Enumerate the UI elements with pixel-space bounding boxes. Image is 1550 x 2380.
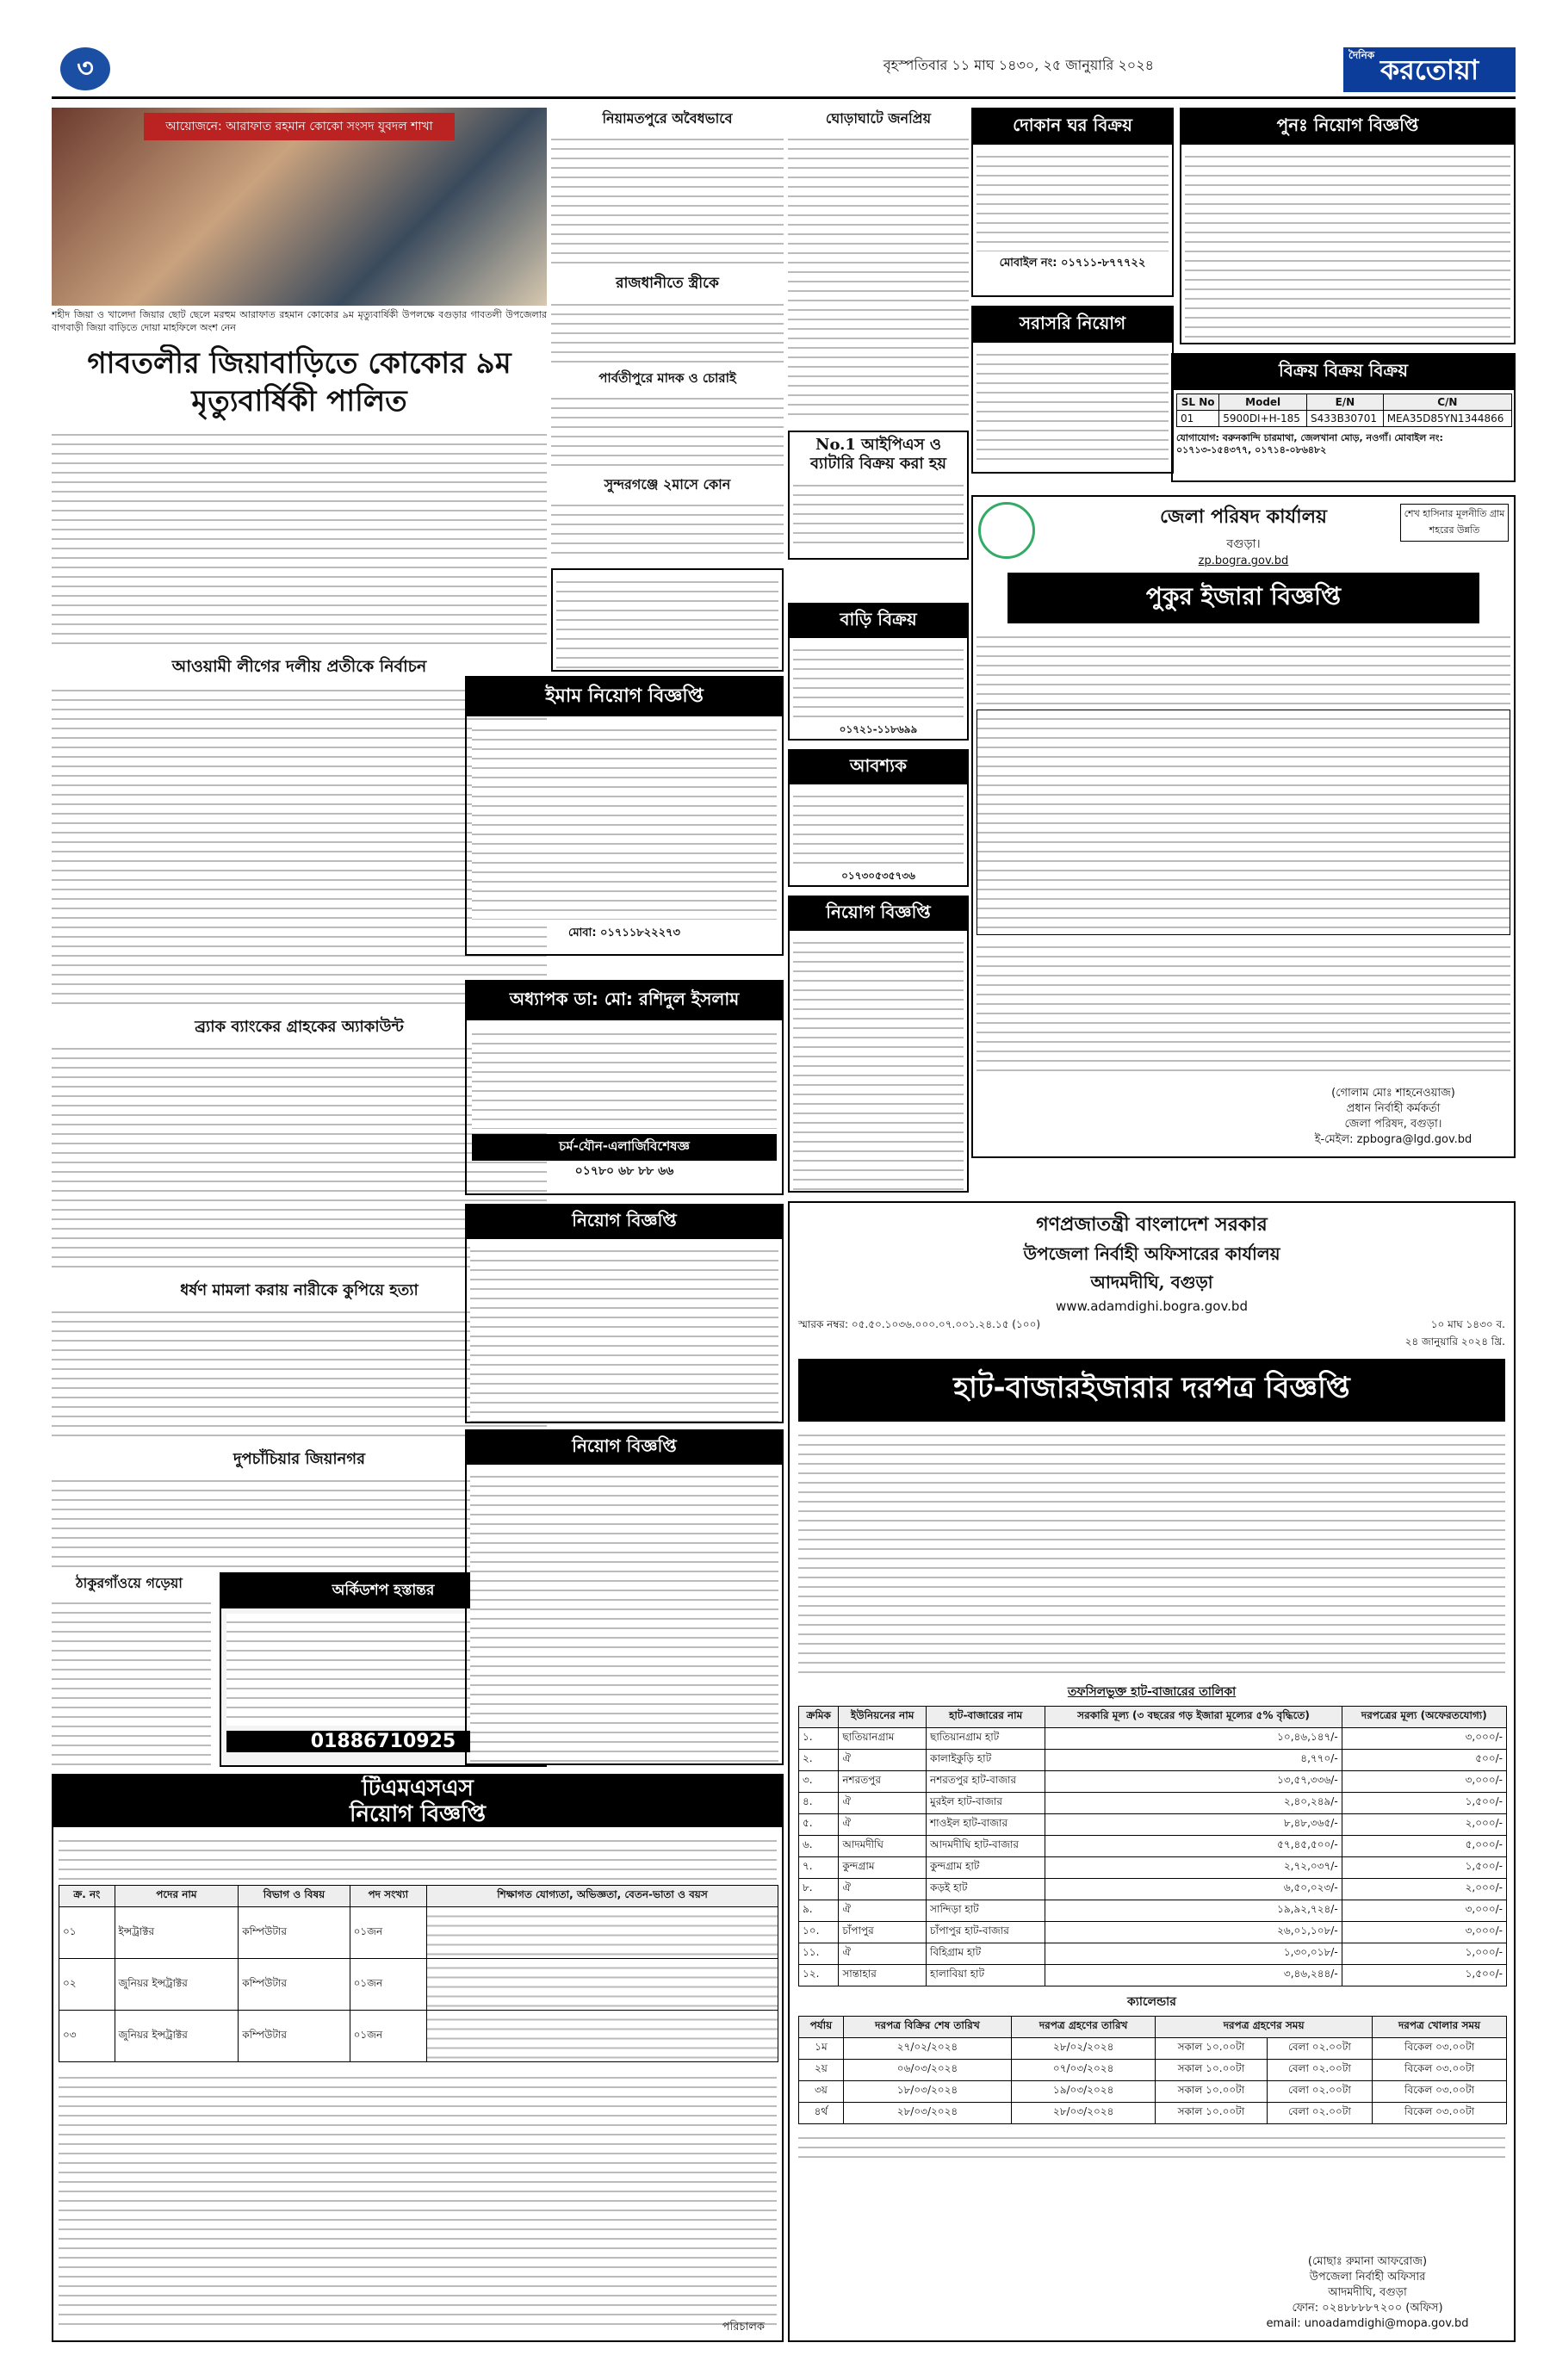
ad-phone: 01886710925 bbox=[226, 1731, 540, 1752]
tmss-signer: পরিচালক bbox=[722, 2321, 765, 2334]
house-sale-ad: বাড়ি বিক্রয় ০১৭২১-১১৮৬৯৯ bbox=[788, 603, 969, 741]
table-row: ১১. ঐ বিহিগ্রাম হাট ১,৩০,০১৮/- ১,০০০/- bbox=[799, 1943, 1507, 1965]
subhead-4: দুপচাঁচিয়ার জিয়ানগর bbox=[233, 1450, 365, 1468]
table-row: ৮. ঐ কড়ই হাট ৬,৫০,০২৩/- ২,০০০/- bbox=[799, 1879, 1507, 1900]
table-row: ০১ ইন্সট্রাক্টর কম্পিউটার ০১জন bbox=[59, 1907, 778, 1959]
direct-recruit-ad: সরাসরি নিয়োগ bbox=[971, 306, 1174, 474]
table-row: ৭. কুন্দগ্রাম কুন্দগ্রাম হাট ২,৭২,০৩৭/- ১,৫০০/- bbox=[799, 1857, 1507, 1879]
subhead-3: ধর্ষণ মামলা করায় নারীকে কুপিয়ে হত্যা bbox=[180, 1281, 418, 1299]
column-2-news-b: সুন্দরগঞ্জে ২মাসে কোন bbox=[551, 474, 784, 560]
shop-sale-ad: দোকান ঘর বিক্রয় মোবাইল নং: ০১৭১১-৮৭৭৭২২ bbox=[971, 108, 1174, 297]
side-label: শেখ হাসিনার মূলনীতি গ্রাম শহরের উন্নতি bbox=[1400, 504, 1509, 542]
pond-org: জেলা পরিষদ কার্যালয় bbox=[1160, 505, 1327, 528]
article-body-6 bbox=[52, 1595, 211, 1767]
table-row: ১২. সান্তাহার হালাবিয়া হাট ৩,৪৬,২৪৪/- ১,৫০০/- bbox=[799, 1965, 1507, 1986]
pond-lease-notice: জেলা পরিষদ কার্যালয় বগুড়া। zp.bogra.gov.bd শেখ হাসিনার মূলনীতি গ্রাম শহরের উন্নতি পুকুর ইজারা বিজ্ঞপ্তি (গোলাম মোঃ শাহনেওয়াজ) প্রধান নির্বাহী কর্মকর্তা জেলা পরিষদ, বগুড়া। ই-মেইল: zpbogra@lgd.gov.bd bbox=[971, 495, 1516, 1158]
table-row: ৫. ঐ শাওইল হাট-বাজার ৮,৪৮,৩৬৫/- ২,০০০/- bbox=[799, 1814, 1507, 1836]
newspaper-logo: দৈনিক করতোয়া bbox=[1343, 47, 1516, 92]
shop-phone: মোবাইল নং: ০১৭১১-৮৭৭৭২২ bbox=[999, 257, 1146, 270]
table-row: ৬. আদমদীঘি আদমদীঘি হাট-বাজার ৫৭,৪৫,৫০০/- ৫,০০০/- bbox=[799, 1836, 1507, 1857]
column-2-news: নিয়ামতপুরে অবৈধভাবে রাজধানীতে স্ত্রীকে পার্বতীপুরে মাদক ও চোরাই bbox=[551, 108, 784, 469]
pond-title: পুকুর ইজারা বিজ্ঞপ্তি bbox=[1008, 573, 1479, 623]
job-notice-3: নিয়োগ বিজ্ঞপ্তি bbox=[465, 1429, 784, 1765]
imam-phone: মোবা: ০১৭১১৮২২২৭৩ bbox=[568, 927, 680, 939]
imam-job-notice: ইমাম নিয়োগ বিজ্ঞপ্তি মোবা: ০১৭১১৮২২২৭৩ bbox=[465, 676, 784, 956]
table-row: ১০. চাঁপাপুর চাঁপাপুর হাট-বাজার ২৬,০১,১০৮/- ৩,০০০/- bbox=[799, 1922, 1507, 1943]
article-body bbox=[52, 426, 547, 650]
table-row: ০৩ জুনিয়র ইন্সট্রাক্টর কম্পিউটার ০১জন bbox=[59, 2011, 778, 2062]
column-3-news: ঘোড়াঘাটে জনপ্রিয় bbox=[788, 108, 969, 422]
page-number: ৩ bbox=[60, 47, 110, 90]
orchid-ad: অর্কিডশপ হস্তান্তর 01886710925 bbox=[220, 1572, 547, 1767]
table-row: ৪র্থ ২৮/০৩/২০২৪ ২৮/০৩/২০২৪ সকাল ১০.০০টা বেলা ০২.০০টা বিকেল ০৩.০০টা bbox=[799, 2103, 1507, 2124]
table-row: ১ম ২৭/০২/২০২৪ ২৮/০২/২০২৪ সকাল ১০.০০টা বেলা ০২.০০টা বিকেল ০৩.০০টা bbox=[799, 2038, 1507, 2060]
table-row: ৪. ঐ মুরইল হাট-বাজার ২,৪০,২৪৯/- ১,৫০০/- bbox=[799, 1793, 1507, 1814]
sale-contact: যোগাযোগ: বরুনকান্দি চারমাথা, জেলখানা মোড়, নওগাঁ। মোবাইল নং: ০১৭১৩-১৫৪৩৭৭, ০১৭১৪-০৮৬৪৮২ bbox=[1176, 432, 1443, 456]
hat-website: www.adamdighi.bogra.gov.bd bbox=[1056, 1298, 1248, 1314]
calendar-table: পর্যায় দরপত্র বিক্রির শেষ তারিখ দরপত্র গ্রহণের তারিখ দরপত্র গ্রহণের সময় দরপত্র খোলার সময় ১ম ২৭/০২/২০২৪ ২৮/০২/২০২৪ সকাল ১০.০০টা বেলা ০২.০০টা বিকেল ০৩.০০টা ২য় ০৬/০৩/২০২৪ ০৭/০৩/২০২৪ সকাল ১০.০০টা বেলা ০২.০০টা বিকেল ০৩.০০টা ৩য় ১৮/০৩/২০২৪ ১৯/০৩/২০২৪ সকাল ১০.০০টা বেলা ০২.০০টা বিকেল ০৩.০০টা ৪র্থ ২৮/০৩/২০২৪ ২৮/০৩/২০২৪ সকাল ১০.০০টা বেলা ০২.০০টা বিকেল ০৩.০০টা bbox=[798, 2016, 1507, 2124]
table-row: 01 5900DI+H-185 S433B30701 MEA35D85YN1344866 bbox=[1177, 411, 1512, 427]
shop-ad-small bbox=[551, 568, 784, 672]
headline-main: গাবতলীর জিয়াবাড়িতে কোকোর ৯ম মৃত্যুবার্ষিকী পালিত bbox=[87, 346, 512, 418]
govt-seal-icon bbox=[978, 502, 1035, 559]
tmss-table: ক্র. নং পদের নাম বিভাগ ও বিষয় পদ সংখ্যা শিক্ষাগত যোগ্যতা, অভিজ্ঞতা, বেতন-ভাতা ও বয়স ০১ ইন্সট্রাক্টর কম্পিউটার ০১জন ০২ জুনিয়র ইন্সট্রাক্টর কম্পিউটার ০১জন ০৩ জুনিয়র ইন্সট্রাক্টর কম্পিউটার ০১জন bbox=[59, 1885, 778, 2062]
table-row: ৩য় ১৮/০৩/২০২৪ ১৯/০৩/২০২৪ সকাল ১০.০০টা বেলা ০২.০০টা বিকেল ০৩.০০টা bbox=[799, 2081, 1507, 2103]
photo-banner: আয়োজনে: আরাফাত রহমান কোকো সংসদ যুবদল শাখা bbox=[144, 113, 455, 140]
masthead bbox=[52, 47, 1516, 99]
table-row: ২য় ০৬/০৩/২০২৪ ০৭/০৩/২০২৪ সকাল ১০.০০টা বেলা ০২.০০টা বিকেল ০৩.০০টা bbox=[799, 2060, 1507, 2081]
table-row: ২. ঐ কালাইকুড়ি হাট ৪,৭৭০/- ৫০০/- bbox=[799, 1750, 1507, 1771]
table-row: ১. ছাতিয়ানগ্রাম ছাতিয়ানগ্রাম হাট ১০,৪৬,১৪৭/- ৩,০০০/- bbox=[799, 1728, 1507, 1750]
subhead-5: ঠাকুরগাঁওয়ে গড়ে়য়া bbox=[76, 1575, 183, 1591]
job-notice-small: নিয়োগ বিজ্ঞপ্তি bbox=[788, 896, 969, 1193]
doctor-phone: ০১৭৮০ ৬৮ ৮৮ ৬৬ bbox=[574, 1164, 674, 1178]
issue-date: বৃহস্পতিবার ১১ মাঘ ১৪৩০, ২৫ জানুয়ারি ২০২৪ bbox=[883, 57, 1154, 73]
news-photo bbox=[52, 108, 547, 306]
tmss-name: টিএমএসএস bbox=[362, 1776, 474, 1801]
subhead-2: ব্র্যাক ব্যাংকের গ্রাহকের অ্যাকাউন্ট bbox=[195, 1018, 404, 1036]
tmss-title: নিয়োগ বিজ্ঞপ্তি bbox=[350, 1801, 486, 1827]
photo-caption: শহীদ জিয়া ও খালেদা জিয়ার ছোট ছেলে মরহুম আরাফাত রহমান কোকোর ৯ম মৃত্যুবার্ষিকী উপলক্ষে বগুড়ার গাবতলী উপজেলার বাগবাড়ী জিয়া বাড়িতে দোয়া মাহফিলে অংশ নেন bbox=[52, 309, 547, 333]
hat-title: হাট-বাজারইজারার দরপত্র বিজ্ঞপ্তি bbox=[798, 1359, 1505, 1422]
tmss-job-notice bbox=[52, 1774, 784, 2342]
vehicle-sale-ad: বিক্রয় বিক্রয় বিক্রয় SL No Model E/N C/N 01 5900DI+H-185 S433B30701 MEA35D85YN1344866 যোগাযোগ: বরুনকান্দি চারমাথা, জেলখানা মোড়, নওগাঁ। মোবাইল নং: ০১৭১৩-১৫৪৩৭৭, ০১৭১৪-০৮৬৪৮২ bbox=[1171, 353, 1516, 482]
need-ad: আবশ্যক ০১৭৩০৫৩৫৭৩৬ bbox=[788, 749, 969, 887]
job-notice-2: নিয়োগ বিজ্ঞপ্তি bbox=[465, 1204, 784, 1423]
table-row: ০২ জুনিয়র ইন্সট্রাক্টর কম্পিউটার ০১জন bbox=[59, 1959, 778, 2011]
re-recruit-notice: পুনঃ নিয়োগ বিজ্ঞপ্তি bbox=[1180, 108, 1516, 344]
hat-bazar-notice: গণপ্রজাতন্ত্রী বাংলাদেশ সরকার উপজেলা নির্বাহী অফিসারের কার্যালয় আদমদীঘি, বগুড়া www.adamdighi.bogra.gov.bd স্মারক নম্বর: ০৫.৫০.১০৩৬.০০০.০৭.০০১.২৪.১৫ (১০০) ১০ মাঘ ১৪৩০ ব. ২৪ জানুয়ারি ২০২৪ খ্রি. হাট-বাজারইজারার দরপত্র বিজ্ঞপ্তি তফসিলভুক্ত হাট-বাজারের তালিকা ক্রমিক ইউনিয়নের নাম হাট-বাজারের নাম সরকারি মূল্য (৩ বছরের গড় ইজারা মূল্যের ৫% বৃদ্ধিতে) দরপত্রের মূল্য (অফেরতযোগ্য) ১. ছাতিয়ানগ্রাম ছাতিয়ানগ্রাম হাট ১০,৪৬,১৪৭/- ৩,০০০/- ২. ঐ কালাইকুড়ি হাট ৪,৭৭০/- ৫০০/- ৩. নশরতপুর নশরতপুর হাট-বাজার ১৩,৫৭,৩৩৬/- ৩,০০০/- ৪. ঐ মুরইল হাট-বাজার ২,৪০,২৪৯/- ১,৫০০/- ৫. ঐ শাওইল হাট-বাজার ৮,৪৮,৩৬৫/- ২,০০০/- ৬. আদমদীঘি আদমদীঘি হাট-বাজার ৫৭,৪৫,৫০০/- ৫,০০০/- ৭. কুন্দগ্রাম কুন্দগ্রাম হাট ২,৭২,০৩৭/- ১,৫০০/- ৮. ঐ কড়ই হাট ৬,৫০,০২৩/- ২,০০০/- ৯. ঐ সান্দিড়া হাট ১৯,৯২,৭২৪/- ৩,০০০/- ১০. চাঁপাপুর চাঁপাপুর হাট-বাজার ২৬,০১,১০৮/- ৩,০০০/- ১১. ঐ বিহিগ্রাম হাট ১,৩০,০১৮/- ১,০০০/- ১২. সান্তাহার হালাবিয়া হাট ৩,৪৬,২৪৪/- ১,৫০০/- ক্যালেন্ডার পর্যায় দরপত্র বিক্রির শেষ তারিখ দরপত্র গ্রহণের তারিখ দরপত্র গ্রহণের সময় দরপত্র খোলার সময় ১ম ২৭/০২/২০২৪ ২৮/০২/২০২৪ সকাল ১০.০০টা বেলা ০২.০০টা বিকেল ০৩.০০টা ২য় ০৬/০৩/২০২৪ ০৭/০৩/২০২৪ সকাল ১০.০০টা বেলা ০২.০০টা বিকেল ০৩.০০টা ৩য় ১৮/০৩/২০২৪ ১৯/০৩/২০২৪ সকাল ১০.০০টা বেলা ০২.০০টা বিকেল ০৩.০০টা ৪র্থ ২৮/০৩/২০২৪ ২৮/০৩/২০২৪ সকাল ১০.০০টা বেলা ০২.০০টা বিকেল ০৩.০০টা (মোছাঃ রুমানা আফরোজ) উপজেলা নির্বাহী অফিসার আদমদীঘি, বগুড়া ফোন: ০২৪৮৮৮৮৭২০০ (অফিস) email: unoadamdighi@mopa.gov.bd bbox=[788, 1201, 1516, 2342]
subhead-1: আওয়ামী লীগের দলীয় প্রতীকে নির্বাচন bbox=[171, 657, 427, 676]
ips-battery-ad: No.1 আইপিএস ও ব্যাটারি বিক্রয় করা হয় bbox=[788, 431, 969, 560]
table-row: ৩. নশরতপুর নশরতপুর হাট-বাজার ১৩,৫৭,৩৩৬/- ৩,০০০/- bbox=[799, 1771, 1507, 1793]
hat-table: ক্রমিক ইউনিয়নের নাম হাট-বাজারের নাম সরকারি মূল্য (৩ বছরের গড় ইজারা মূল্যের ৫% বৃদ্ধিতে) দরপত্রের মূল্য (অফেরতযোগ্য) ১. ছাতিয়ানগ্রাম ছাতিয়ানগ্রাম হাট ১০,৪৬,১৪৭/- ৩,০০০/- ২. ঐ কালাইকুড়ি হাট ৪,৭৭০/- ৫০০/- ৩. নশরতপুর নশরতপুর হাট-বাজার ১৩,৫৭,৩৩৬/- ৩,০০০/- ৪. ঐ মুরইল হাট-বাজার ২,৪০,২৪৯/- ১,৫০০/- ৫. ঐ শাওইল হাট-বাজার ৮,৪৮,৩৬৫/- ২,০০০/- ৬. আদমদীঘি আদমদীঘি হাট-বাজার ৫৭,৪৫,৫০০/- ৫,০০০/- ৭. কুন্দগ্রাম কুন্দগ্রাম হাট ২,৭২,০৩৭/- ১,৫০০/- ৮. ঐ কড়ই হাট ৬,৫০,০২৩/- ২,০০০/- ৯. ঐ সান্দিড়া হাট ১৯,৯২,৭২৪/- ৩,০০০/- ১০. চাঁপাপুর চাঁপাপুর হাট-বাজার ২৬,০১,১০৮/- ৩,০০০/- ১১. ঐ বিহিগ্রাম হাট ১,৩০,০১৮/- ১,০০০/- ১২. সান্তাহার হালাবিয়া হাট ৩,৪৬,২৪৪/- ১,৫০০/- bbox=[798, 1706, 1507, 1986]
doctor-ad: অধ্যাপক ডা: মো: রশিদুল ইসলাম চর্ম-যৌন-এলার্জিবিশেষজ্ঞ ০১৭৮০ ৬৮ ৮৮ ৬৬ bbox=[465, 980, 784, 1195]
table-row: ৯. ঐ সান্দিড়া হাট ১৯,৯২,৭২৪/- ৩,০০০/- bbox=[799, 1900, 1507, 1922]
